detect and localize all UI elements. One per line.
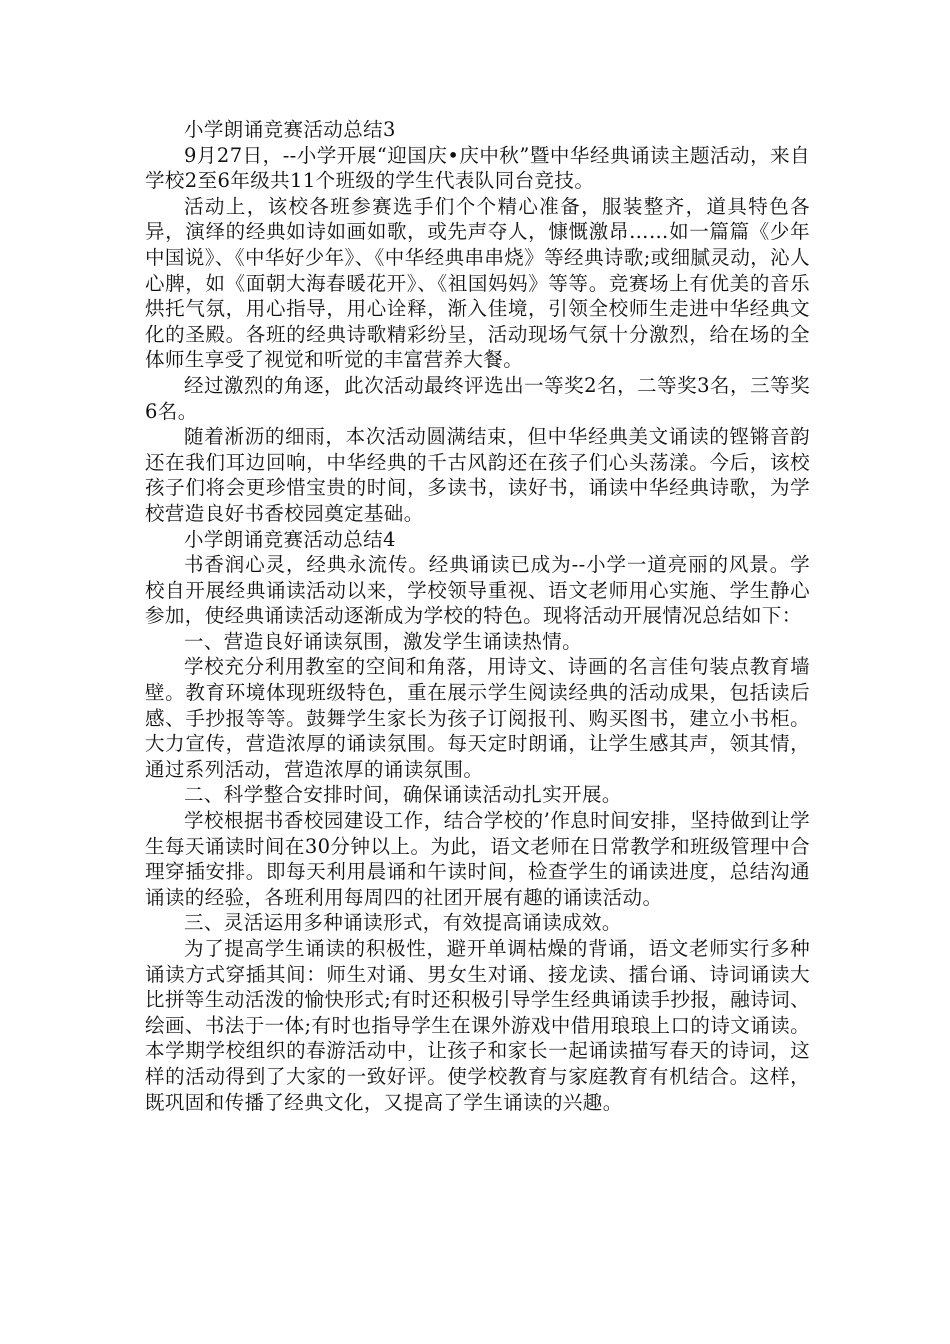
subheading-1: 一、营造良好诵读氛围，激发学生诵读热情。 xyxy=(184,629,583,653)
paragraph: 为了提高学生诵读的积极性，避开单调枯燥的背诵，语文老师实行多种诵读方式穿插其间：师生对诵、男女生对诵、接龙读、擂台诵、诗词诵读大比拼等生动活泼的愉快形式;有时还积极引导学生经典诵读手抄报，融诗词、绘画、书法于一体;有时也指导学生在课外游戏中借用琅琅上口的诗文诵读。本学期学校组织的春游活动中，让孩子和家长一起诵读描写春天的诗词，这样的活动得到了大家的一致好评。使学校教育与家庭教育有机结合。这样，既巩固和传播了经典文化，又提高了学生诵读的兴趣。 xyxy=(145,937,810,1114)
paragraph: 经过激烈的角逐，此次活动最终评选出一等奖2名，二等奖3名，三等奖6名。 xyxy=(145,373,810,423)
paragraph: 随着淅沥的细雨，本次活动圆满结束，但中华经典美文诵读的铿锵音韵还在我们耳边回响，中华经典的千古风韵还在孩子们心头荡漾。今后，该校孩子们将会更珍惜宝贵的时间，多读书，读好书，诵读中华经典诗歌，为学校营造良好书香校园奠定基础。 xyxy=(145,425,810,525)
document-body xyxy=(145,117,810,1115)
paragraph: 学校充分利用教室的空间和角落，用诗文、诗画的名言佳句装点教育墙壁。教育环境体现班级特色，重在展示学生阅读经典的活动成果，包括读后感、手抄报等等。鼓舞学生家长为孩子订阅报刊、购买图书，建立小书柜。大力宣传，营造浓厚的诵读氛围。每天定时朗诵，让学生感其声，领其情，通过系列活动，营造浓厚的诵读氛围。 xyxy=(145,655,810,781)
paragraph: 书香润心灵，经典永流传。经典诵读已成为--小学一道亮丽的风景。学校自开展经典诵读活动以来，学校领导重视、语文老师用心实施、学生静心参加，使经典诵读活动逐渐成为学校的特色。现将活动开展情况总结如下： xyxy=(145,553,810,628)
paragraph: 活动上，该校各班参赛选手们个个精心准备，服装整齐，道具特色各异，演绎的经典如诗如画如歌，或先声夺人，慷慨激昂……如一篇篇《少年中国说》、《中华好少年》、《中华经典串串烧》等经典诗歌;或细腻灵动，沁人心脾，如《面朝大海春暖花开》、《祖国妈妈》等等。竞赛场上有优美的音乐烘托气氛，用心指导，用心诠释，渐入佳境，引领全校师生走进中华经典文化的圣殿。各班的经典诗歌精彩纷呈，活动现场气氛十分激烈，给在场的全体师生享受了视觉和听觉的丰富营养大餐。 xyxy=(145,194,810,372)
paragraph: 学校根据书香校园建设工作，结合学校的’作息时间安排，坚持做到让学生每天诵读时间在30分钟以上。为此，语文老师在日常教学和班级管理中合理穿插安排。即每天利用晨诵和午读时间，检查学生的诵读进度，总结沟通诵读的经验，各班利用每周四的社团开展有趣的诵读活动。 xyxy=(145,809,810,909)
subheading-2: 二、科学整合安排时间，确保诵读活动扎实开展。 xyxy=(184,783,622,807)
subheading-3: 三、灵活运用多种诵读形式，有效提高诵读成效。 xyxy=(184,911,622,935)
section-title-3: 小学朗诵竞赛活动总结3 xyxy=(184,118,396,141)
section-title-4: 小学朗诵竞赛活动总结4 xyxy=(184,527,396,551)
paragraph: 9月27日，--小学开展“迎国庆•庆中秋”暨中华经典诵读主题活动，来自学校2至6年级共11个班级的学生代表队同台竞技。 xyxy=(145,143,810,193)
